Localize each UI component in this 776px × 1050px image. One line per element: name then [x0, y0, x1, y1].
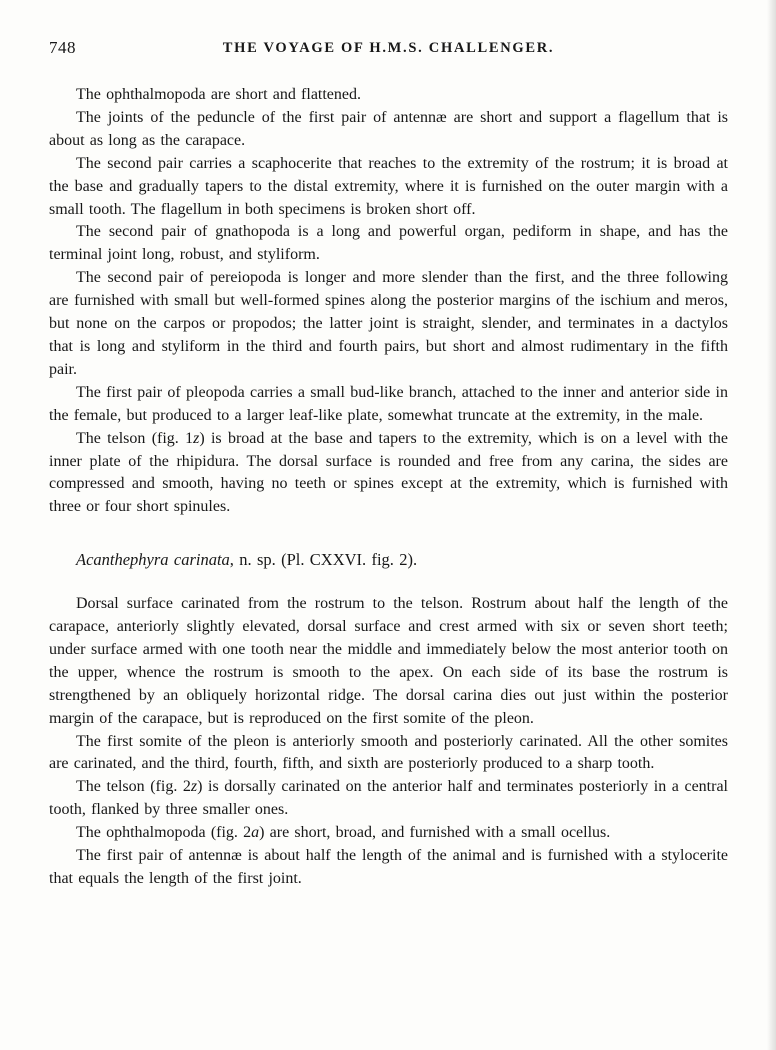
italic-text-run: z	[190, 778, 198, 796]
page-header	[49, 38, 728, 60]
paragraph	[49, 776, 728, 822]
text-run: The first pair of antennæ is about half the length of the animal and is furnished with a stylocerite that equals the length of the first joint.	[49, 847, 728, 887]
paragraph	[49, 84, 728, 107]
italic-text-run: z	[193, 429, 200, 447]
paragraph	[49, 731, 728, 777]
italic-text-run: a	[251, 824, 260, 842]
text-run: ) is broad at the base and tapers to the extremity, which is on a level with the inner plate of the rhipidura. The dorsal surface is rounded and free from any carina, the sides are compressed and smooth, having no teeth or spines except at the extremity, which is furnished with three or four short spinules.	[49, 429, 728, 516]
text-run: Dorsal surface carinated from the rostrum to the telson. Rostrum about half the length of the carapace, anteriorly slightly elevated, dorsal surface and crest armed with six or seven short teeth; under surface armed with one tooth near the middle and immediately below the most anterior tooth on the upper, whence the rostrum is smooth to the apex. On each side of its base the rostrum is strengthened by an obliquely horizontal ridge. The dorsal carina dies out just within the posterior margin of the carapace, but is reproduced on the first somite of the pleon.	[49, 595, 728, 727]
text-run: The telson (fig. 1	[76, 429, 194, 447]
paragraph	[49, 267, 728, 382]
paragraph	[49, 107, 728, 153]
text-run: The second pair of pereiopoda is longer and more slender than the first, and the three following are furnished with small but well-formed spines along the posterior margins of the ischium and meros, but none on the carpos or propodos; the latter joint is straight, slender, and terminates in a dactylos that is long and styliform in the third and fourth pairs, but short and almost rudimentary in the fifth pair.	[49, 269, 728, 378]
page-edge-shadow	[767, 0, 776, 1050]
text-run: The joints of the peduncle of the first pair of antennæ are short and support a flagellum that is about as long as the carapace.	[49, 108, 728, 149]
paragraph	[49, 822, 728, 845]
text-run: The ophthalmopoda (fig. 2	[76, 824, 252, 842]
paragraph	[49, 153, 728, 222]
page-body	[49, 84, 728, 891]
paragraph	[49, 382, 728, 428]
paragraph	[49, 593, 728, 730]
running-head-title: THE VOYAGE OF H.M.S. CHALLENGER.	[222, 40, 555, 56]
species-heading	[49, 549, 728, 572]
text-run: The first pair of pleopoda carries a small bud-like branch, attached to the inner and anterior side in the female, but produced to a larger leaf-like plate, somewhat truncate at the extremity, in the male.	[49, 383, 728, 424]
page-number: 748	[49, 38, 76, 57]
text-run: , n. sp. (Pl. CXXVI. fig. 2).	[229, 550, 418, 570]
text-run: The ophthalmopoda are short and flattened.	[76, 86, 362, 103]
text-run: The second pair carries a scaphocerite that reaches to the extremity of the rostrum; it is broad at the base and gradually tapers to the distal extremity, where it is furnished on the outer margin with a small tooth. The flagellum in both specimens is broken short off.	[49, 154, 728, 218]
text-run: ) is dorsally carinated on the anterior half and terminates posteriorly in a central tooth, flanked by three smaller ones.	[49, 778, 729, 819]
paragraph	[49, 845, 728, 891]
italic-text-run: Acanthephyra carinata	[76, 550, 230, 570]
text-run: The telson (fig. 2	[76, 778, 191, 796]
paragraph	[49, 428, 728, 520]
text-run: The first somite of the pleon is anteriorly smooth and posteriorly carinated. All the other somites are carinated, and the third, fourth, fifth, and sixth are posteriorly produced to a sharp tooth.	[49, 732, 728, 773]
text-run: The second pair of gnathopoda is a long and powerful organ, pediform in shape, and has the terminal joint long, robust, and styliform.	[49, 223, 728, 264]
paragraph	[49, 221, 728, 267]
text-run: ) are short, broad, and furnished with a small ocellus.	[259, 824, 611, 842]
